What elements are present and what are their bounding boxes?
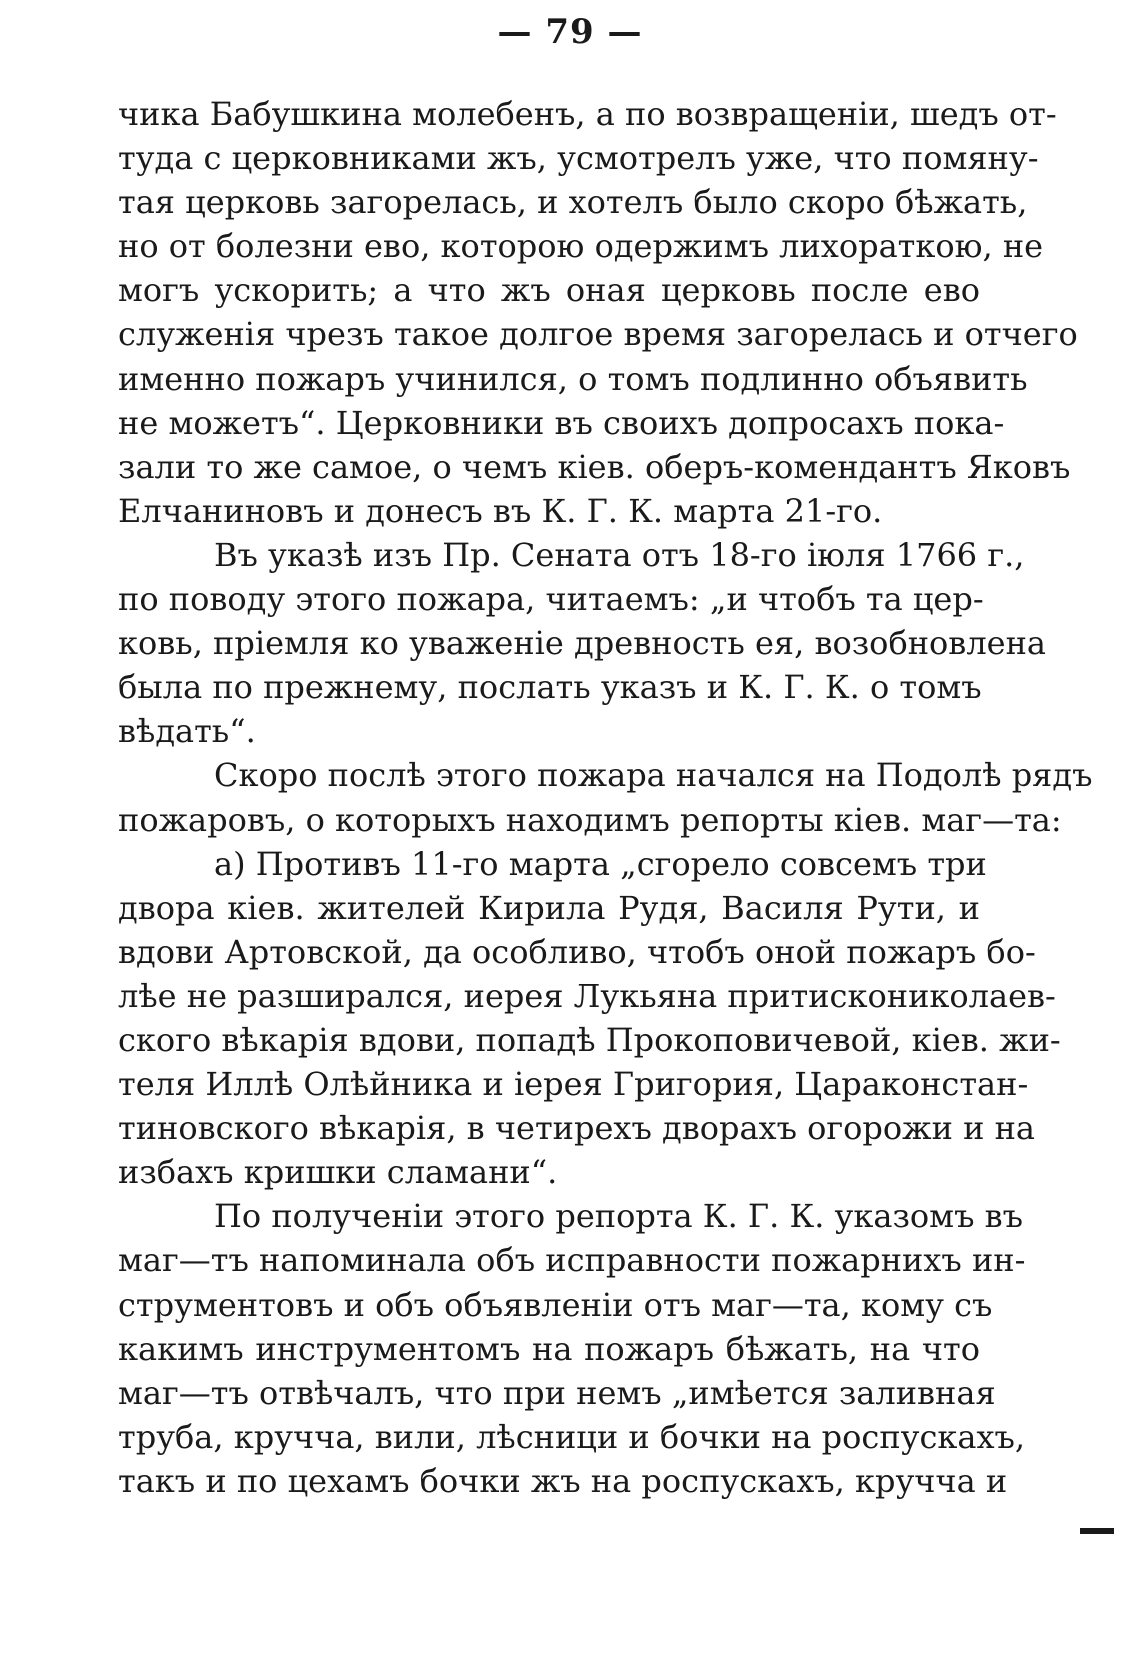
text-line: могъ ускорить; а что жъ оная церковь после ево xyxy=(118,271,980,310)
text-line: вдови Артовской, да особливо, чтобъ оной пожаръ бо- xyxy=(118,932,1036,971)
text-line: двора кіев. жителей Кирила Рудя, Василя Рути, и xyxy=(118,888,980,927)
body-text xyxy=(118,92,1093,1503)
text-line: именно пожаръ учинился, о томъ подлинно объявить xyxy=(118,359,1028,398)
text-line: ского вѣкарія вдови, попадѣ Прокоповичевой, кіев. жи- xyxy=(118,1020,1061,1059)
text-line: чика Бабушкина молебенъ, а по возвращеніи, шедъ от- xyxy=(118,95,1057,133)
text-line: Елчаниновъ и донесъ въ К. Г. К. марта 21-го. xyxy=(118,491,883,530)
text-line: такъ и по цехамъ бочки жъ на роспускахъ, кручча и xyxy=(118,1461,1008,1500)
text-line: По полученіи этого репорта К. Г. К. указомъ въ xyxy=(214,1197,1023,1236)
text-line: ковь, пріемля ко уваженіе древность ея, возобновлена xyxy=(118,624,1046,663)
text-line: была по прежнему, послать указъ и К. Г. К. о томъ xyxy=(118,668,982,707)
text-line: тая церковь загорелась, и хотелъ было скоро бѣжать, xyxy=(118,183,1028,222)
margin-mark xyxy=(1080,1528,1114,1534)
text-line: туда с церковниками жъ, усмотрелъ уже, что помяну- xyxy=(118,139,1039,178)
text-line: а) Противъ 11-го марта „сгорело совсемъ три xyxy=(214,844,987,883)
text-line: зали то же самое, о чемъ кіев. оберъ-комендантъ Яковъ xyxy=(118,447,1071,486)
text-line: маг—тъ отвѣчалъ, что при немъ „имѣется заливная xyxy=(118,1373,996,1412)
text-line: служенія чрезъ такое долгое время загорелась и отчего xyxy=(118,315,1078,354)
text-line: струментовъ и объ объявленіи отъ маг—та, кому съ xyxy=(118,1285,993,1324)
text-line: маг—тъ напоминала объ исправности пожарнихъ ин- xyxy=(118,1241,1026,1280)
text-line: тиновского вѣкарія, в четирехъ дворахъ огорожи и на xyxy=(118,1109,1035,1148)
text-line: труба, кручча, вили, лѣсници и бочки на роспускахъ, xyxy=(118,1417,1026,1456)
text-line: избахъ кришки сламани“. xyxy=(118,1153,558,1192)
text-line: Въ указѣ изъ Пр. Сената отъ 18-го іюля 1766 г., xyxy=(214,535,1025,574)
text-line: вѣдать“. xyxy=(118,712,256,751)
page-number: — 79 — xyxy=(497,12,643,52)
text-line: теля Иллѣ Олѣйника и іерея Григория, Царaконстан- xyxy=(118,1065,1029,1104)
text-line: не можетъ“. Церковники въ своихъ допросахъ пока- xyxy=(118,403,1005,442)
text-line: Скоро послѣ этого пожара начался на Подолѣ рядъ xyxy=(214,756,1093,795)
text-line: но от болезни ево, которою одержимъ лихораткою, не xyxy=(118,227,1044,266)
text-line: какимъ инструментомъ на пожаръ бѣжать, на что xyxy=(118,1329,980,1368)
text-line: пожаровъ, о которыхъ находимъ репорты кіев. маг—та: xyxy=(118,800,1062,839)
text-line: лѣе не разширался, иерея Лукьяна притискониколаев- xyxy=(118,976,1056,1015)
text-line: по поводу этого пожара, читаемъ: „и чтобъ та цер- xyxy=(118,580,984,619)
